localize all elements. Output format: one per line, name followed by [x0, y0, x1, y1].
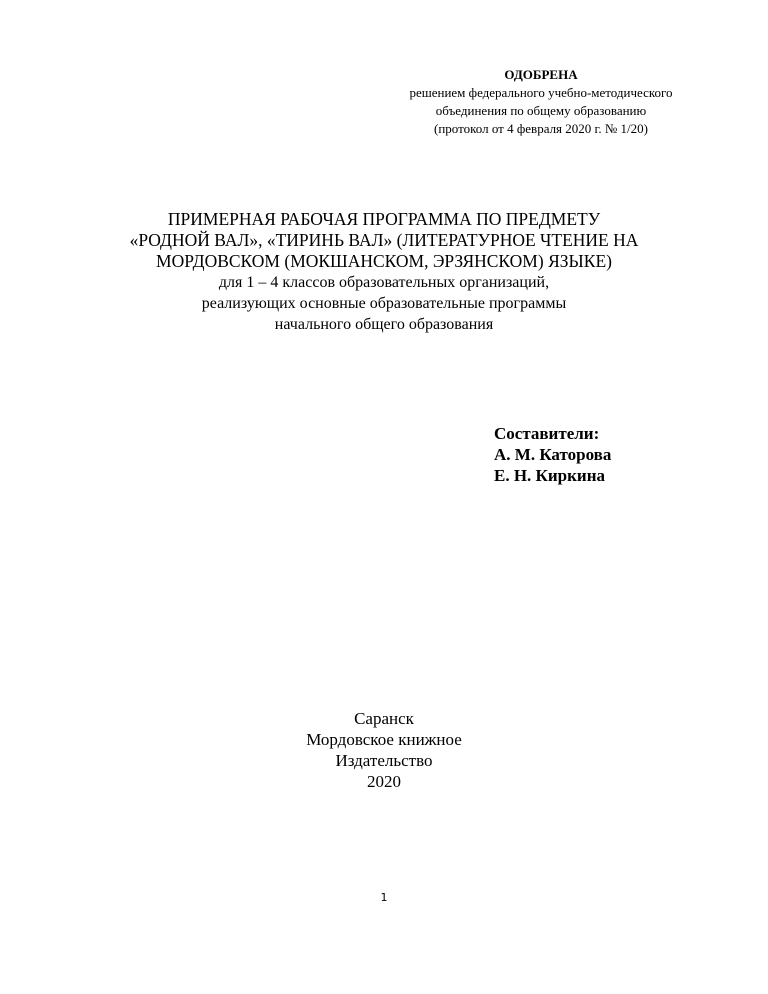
title-line: МОРДОВСКОМ (МОКШАНСКОМ, ЭРЗЯНСКОМ) ЯЗЫКЕ): [156, 251, 612, 271]
document-title: [84, 209, 684, 335]
title-line: ПРИМЕРНАЯ РАБОЧАЯ ПРОГРАММА ПО ПРЕДМЕТУ: [167, 209, 601, 229]
imprint-city: Саранск: [354, 709, 414, 728]
title-line: «РОДНОЙ ВАЛ», «ТИРИНЬ ВАЛ» (ЛИТЕРАТУРНОЕ ЧТЕНИЕ НА: [129, 230, 639, 250]
imprint-block: [234, 708, 534, 792]
approval-line: решением федерального учебно-методического: [409, 85, 673, 100]
approval-line: объединения по общему образованию: [435, 103, 647, 118]
authors-block: [494, 423, 611, 486]
subtitle-line: начального общего образования: [274, 316, 494, 333]
author-name: Е. Н. Киркина: [494, 466, 606, 485]
author-name: А. М. Каторова: [494, 445, 612, 464]
authors-label: Составители:: [494, 424, 600, 443]
approval-protocol: (протокол от 4 февраля 2020 г. № 1/20): [434, 121, 648, 136]
approval-heading: ОДОБРЕНА: [504, 67, 578, 82]
subtitle-line: реализующих основные образовательные программы: [201, 295, 567, 312]
approval-stamp: [360, 66, 722, 138]
subtitle-line: для 1 – 4 классов образовательных организаций,: [218, 274, 550, 291]
page-number: 1: [380, 891, 388, 904]
imprint-publisher: Издательство: [335, 751, 433, 770]
imprint-publisher: Мордовское книжное: [306, 730, 462, 749]
imprint-year: 2020: [367, 772, 401, 791]
